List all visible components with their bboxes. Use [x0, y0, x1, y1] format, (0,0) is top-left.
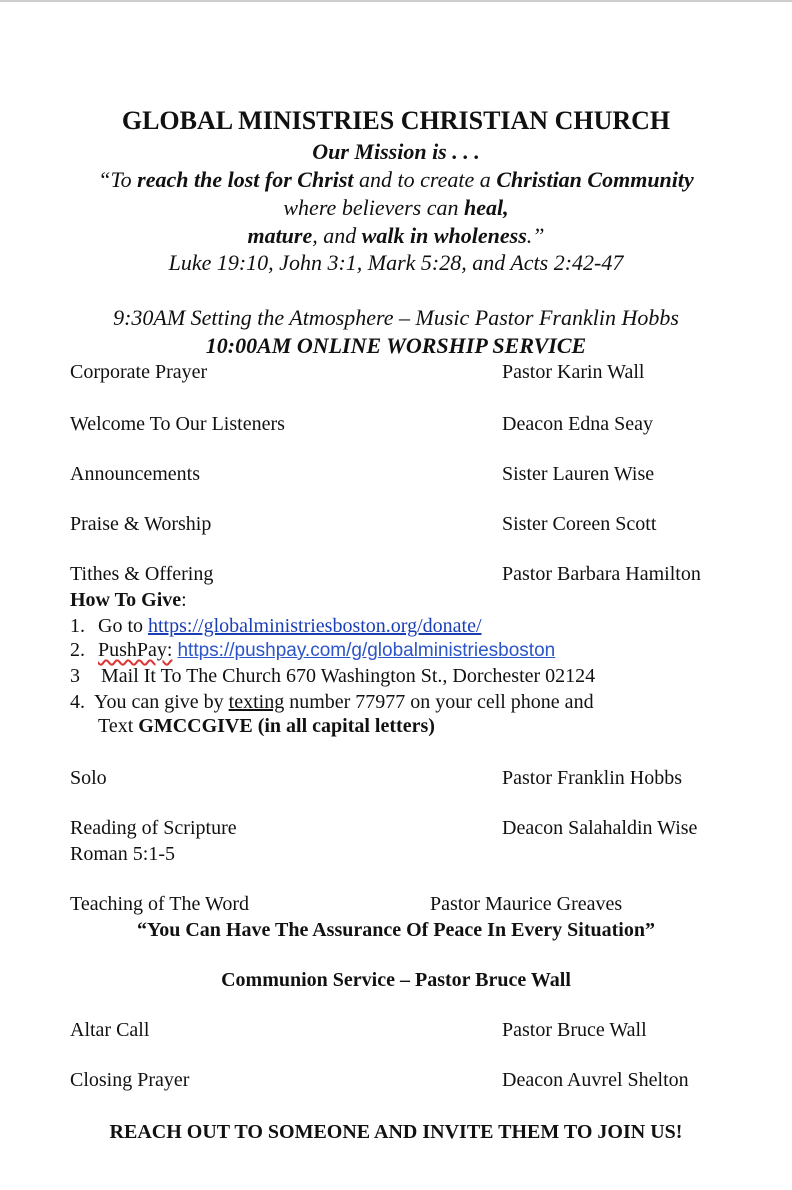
mission-line-1	[0, 167, 792, 193]
give-option-4	[70, 691, 594, 714]
mission-text: , and	[312, 223, 362, 248]
program-item: Tithes & Offering	[70, 563, 214, 585]
pre-service-line: 9:30AM Setting the Atmosphere – Music Pastor Franklin Hobbs	[113, 305, 679, 330]
how-to-give-heading	[70, 589, 187, 612]
program-item: Altar Call	[70, 1019, 150, 1041]
list-number: 4.	[70, 691, 85, 713]
program-leader: Deacon Edna Seay	[502, 413, 654, 435]
program-item: Teaching of The Word	[70, 893, 249, 915]
donate-link[interactable]: https://globalministriesboston.org/donate/	[148, 615, 482, 637]
program-leader: Pastor Maurice Greaves	[430, 893, 623, 915]
program-leader: Deacon Salahaldin Wise	[502, 817, 698, 839]
text-keyword: GMCCGIVE (in all capital letters)	[138, 715, 435, 737]
program-item: Corporate Prayer	[70, 361, 208, 383]
give-text-underlined: texting	[228, 691, 285, 713]
mission-emphasis: mature	[247, 223, 313, 248]
give-text: number 77977 on your cell phone and	[284, 691, 594, 713]
program-leader: Deacon Auvrel Shelton	[502, 1069, 689, 1091]
give-text: Mail It To The Church 670 Washington St., Dorchester 02124	[101, 665, 596, 687]
mission-emphasis: walk in wholeness	[361, 223, 527, 248]
give-text: Text	[98, 715, 139, 737]
mission-heading: Our Mission is . . .	[312, 139, 480, 164]
program-leader: Sister Lauren Wise	[502, 463, 655, 485]
mission-line-2	[0, 195, 792, 221]
program-leader: Pastor Barbara Hamilton	[502, 563, 701, 585]
list-number: 1.	[70, 615, 85, 637]
mission-text: where believers can	[283, 195, 464, 220]
communion-line: Communion Service – Pastor Bruce Wall	[221, 969, 571, 991]
list-number: 3	[70, 665, 80, 687]
scripture-references: Luke 19:10, John 3:1, Mark 5:28, and Acts 2:42-47	[168, 250, 624, 275]
service-title: 10:00AM ONLINE WORSHIP SERVICE	[205, 333, 587, 358]
program-item: Reading of Scripture	[70, 817, 237, 839]
mission-text: and to create a	[353, 167, 497, 192]
pushpay-label: PushPay:	[98, 639, 173, 661]
program-leader: Pastor Bruce Wall	[502, 1019, 647, 1041]
mission-text: .”	[526, 223, 545, 248]
program-leader: Sister Coreen Scott	[502, 513, 657, 535]
scripture-ref: Roman 5:1-5	[70, 843, 175, 865]
program-item: Solo	[70, 767, 107, 789]
invitation-footer: REACH OUT TO SOMEONE AND INVITE THEM TO JOIN US!	[109, 1121, 683, 1143]
give-option-4-cont	[98, 715, 435, 738]
program-leader: Pastor Franklin Hobbs	[502, 767, 682, 789]
mission-emphasis: reach the lost for Christ	[137, 167, 354, 192]
program-leader: Pastor Karin Wall	[502, 361, 645, 383]
church-name: GLOBAL MINISTRIES CHRISTIAN CHURCH	[121, 106, 671, 135]
how-to-give-label: How To Give	[70, 589, 182, 611]
give-option-2	[70, 639, 555, 662]
mission-emphasis: heal,	[464, 195, 509, 220]
mission-emphasis: Christian Community	[496, 167, 694, 192]
give-option-3	[70, 665, 595, 688]
sermon-title: “You Can Have The Assurance Of Peace In Every Situation”	[137, 919, 655, 941]
give-text: You can give by	[94, 691, 229, 713]
mission-text: “To	[98, 167, 138, 192]
program-item: Announcements	[70, 463, 200, 485]
give-option-1	[70, 615, 482, 638]
give-text: Go to	[98, 615, 148, 637]
program-item: Praise & Worship	[70, 513, 212, 535]
program-item: Welcome To Our Listeners	[70, 413, 285, 435]
pushpay-link[interactable]: https://pushpay.com/g/globalministriesboston	[177, 640, 556, 661]
list-number: 2.	[70, 639, 85, 661]
program-item: Closing Prayer	[70, 1069, 190, 1091]
colon: :	[181, 589, 187, 611]
mission-line-3	[0, 223, 792, 249]
